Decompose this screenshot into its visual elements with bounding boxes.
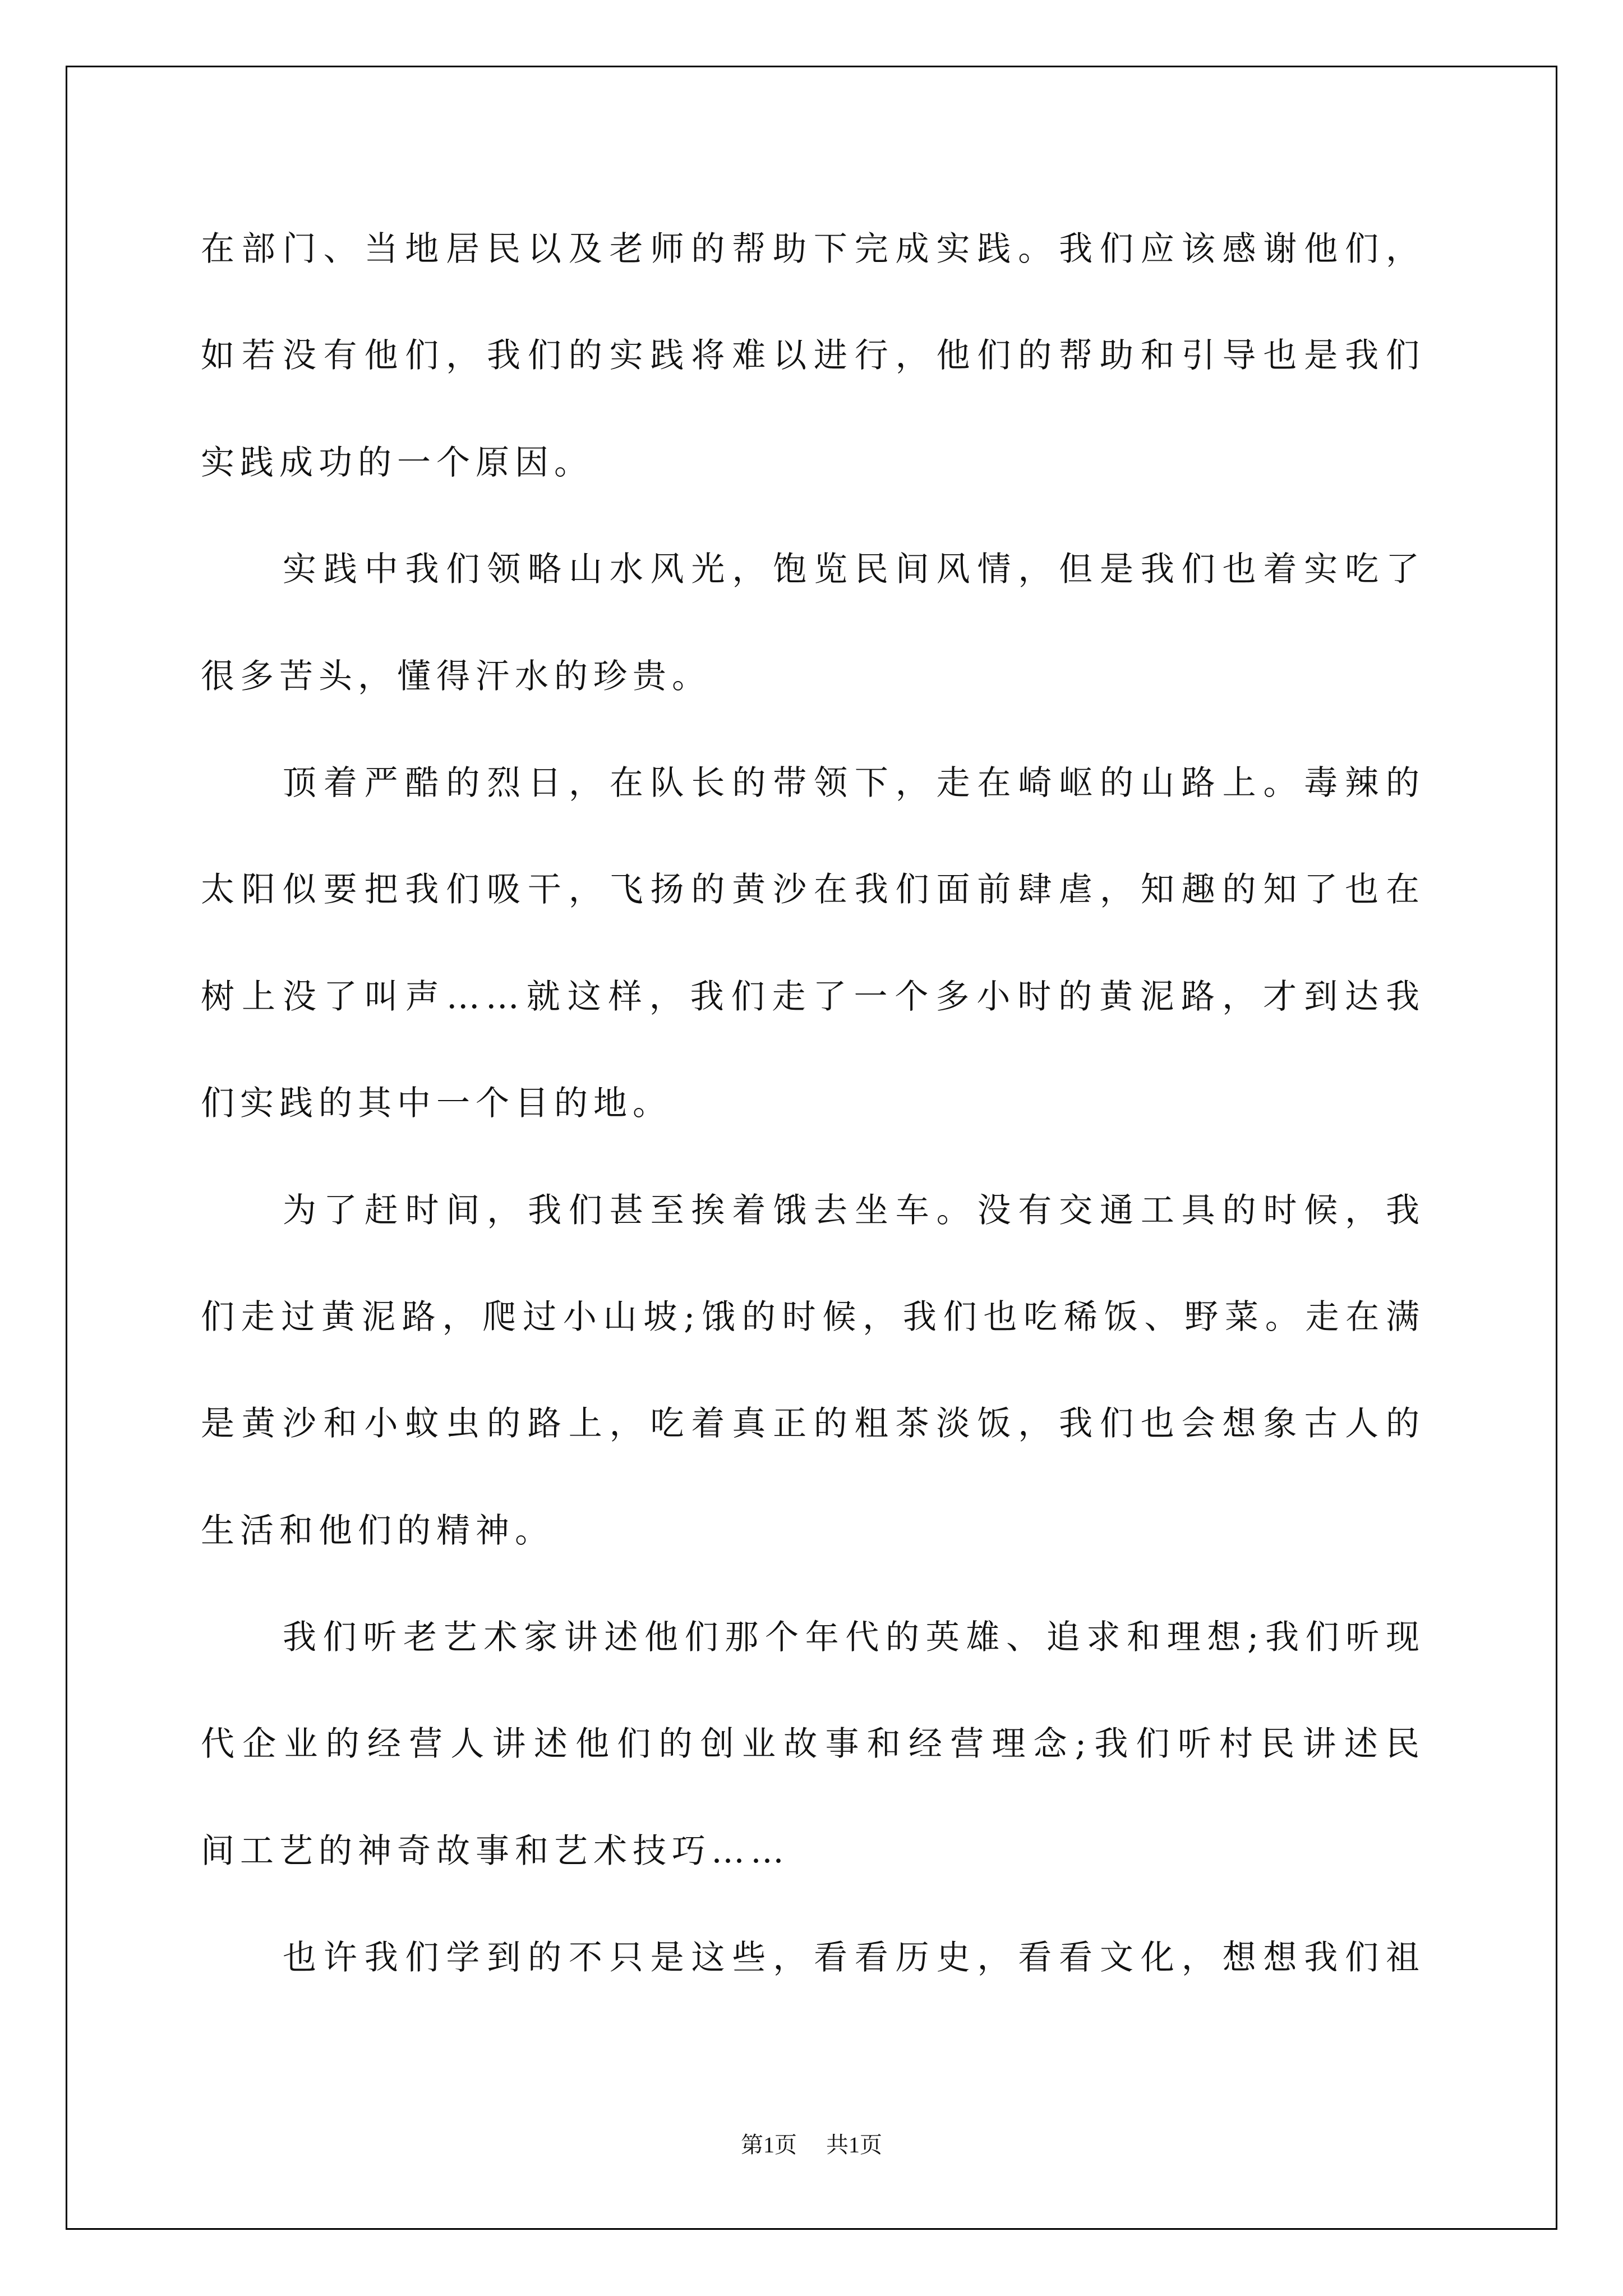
text-line: 是黄沙和小蚊虫的路上，吃着真正的粗茶淡饭，我们也会想象古人的 (201, 1404, 1425, 1444)
paragraph (201, 1584, 1425, 1904)
page-number: 第1页 (741, 2132, 797, 2157)
page-footer (0, 2132, 1623, 2159)
paragraph (201, 516, 1425, 730)
text-line: 太阳似要把我们吸干，飞扬的黄沙在我们面前肆虐，知趣的知了也在 (201, 870, 1425, 910)
text-line: 实践中我们领略山水风光，饱览民间风情，但是我们也着实吃了 (283, 550, 1425, 590)
text-line: 为了赶时间，我们甚至挨着饿去坐车。没有交通工具的时候，我 (283, 1190, 1425, 1230)
text-line: 我们听老艺术家讲述他们那个年代的英雄、追求和理想;我们听现 (283, 1618, 1425, 1658)
text-line: 很多苦头，懂得汗水的珍贵。 (201, 656, 711, 696)
paragraph (201, 196, 1425, 516)
page-total: 共1页 (826, 2132, 882, 2157)
text-line: 们走过黄泥路，爬过小山坡;饿的时候，我们也吃稀饭、野菜。走在满 (201, 1297, 1425, 1337)
text-line: 生活和他们的精神。 (201, 1511, 554, 1550)
text-line: 在部门、当地居民以及老师的帮助下完成实践。我们应该感谢他们， (201, 229, 1425, 269)
text-line: 顶着严酷的烈日，在队长的带领下，走在崎岖的山路上。毒辣的 (283, 763, 1425, 803)
text-line: 们实践的其中一个目的地。 (201, 1084, 672, 1124)
text-line: 实践成功的一个原因。 (201, 443, 593, 482)
text-line: 树上没了叫声……就这样，我们走了一个多小时的黄泥路，才到达我 (201, 977, 1425, 1016)
paragraph (201, 1904, 1425, 2011)
text-line: 也许我们学到的不只是这些，看看历史，看看文化，想想我们祖 (283, 1938, 1425, 1978)
paragraph (201, 730, 1425, 1157)
paragraph (201, 1157, 1425, 1585)
document-body (201, 196, 1425, 2012)
text-line: 间工艺的神奇故事和艺术技巧…… (201, 1831, 790, 1871)
text-line: 代企业的经营人讲述他们的创业故事和经营理念;我们听村民讲述民 (201, 1724, 1425, 1764)
text-line: 如若没有他们，我们的实践将难以进行，他们的帮助和引导也是我们 (201, 336, 1425, 376)
